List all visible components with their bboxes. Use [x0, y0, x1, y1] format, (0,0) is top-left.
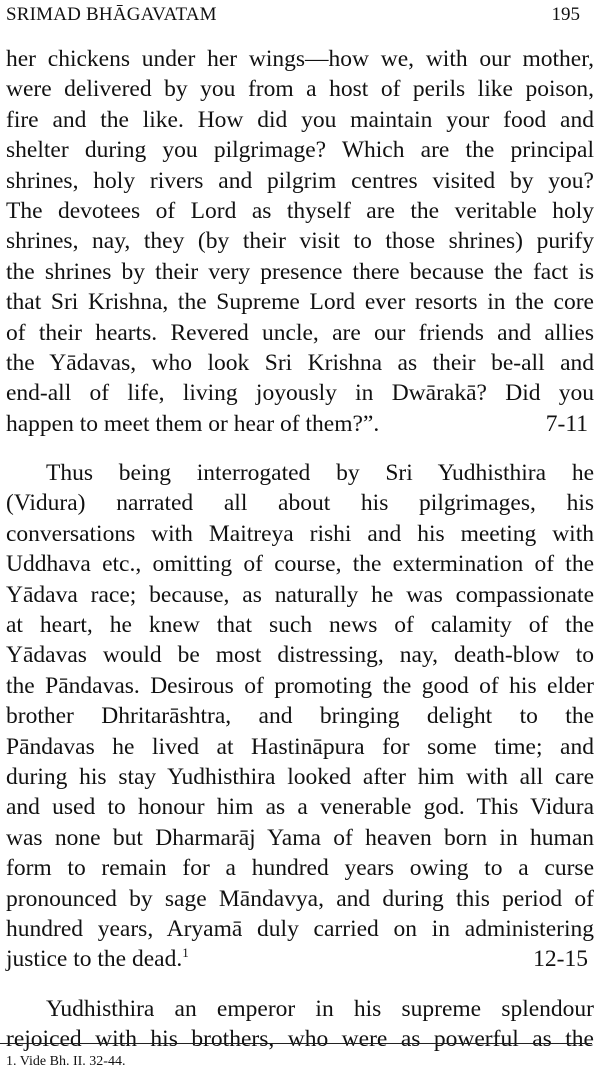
footnote-marker: 1	[182, 945, 189, 961]
footnote: 1. Vide Bh. II. 32-44.	[6, 1054, 126, 1069]
text-line: Pāndavas he lived at Hastināpura for some time; and	[6, 733, 594, 760]
text-line: rejoiced with his brothers, who were as powerful as the	[6, 1026, 594, 1053]
text-line: (Vidura) narrated all about his pilgrimages, his	[6, 490, 594, 517]
closing-line	[6, 944, 594, 974]
text-line: The devotees of Lord as thyself are the veritable holy	[6, 197, 594, 224]
paragraph-gap	[6, 439, 594, 458]
paragraph-gap	[6, 975, 594, 994]
text-line: of their hearts. Revered uncle, are our friends and allies	[6, 319, 594, 346]
text-line: brother Dhritarāshtra, and bringing delight to the	[6, 703, 594, 730]
text-line: happen to meet them or hear of them?”.	[6, 410, 380, 437]
text-line: Thus being interrogated by Sri Yudhisthira he	[46, 460, 594, 487]
running-title: SRIMAD BHĀGAVATAM	[6, 4, 217, 25]
text-line: form to remain for a hundred years owing to a curse	[6, 855, 594, 882]
text-line: Yādavas would be most distressing, nay, death-blow to	[6, 642, 594, 669]
text-line: end-all of life, living joyously in Dwārakā? Did you	[6, 380, 594, 407]
text-line: shrines, nay, they (by their visit to those shrines) purify	[6, 228, 594, 255]
text-line: Yādava race; because, as naturally he was compassionate	[6, 581, 594, 608]
text-line: shelter during you pilgrimage? Which are the principal	[6, 137, 594, 164]
text-line: Uddhava etc., omitting of course, the extermination of the	[6, 551, 594, 578]
paragraph-1	[6, 44, 594, 439]
running-head	[6, 2, 594, 28]
footnote-rule	[0, 1043, 592, 1044]
text-line: fire and the like. How did you maintain your food and	[6, 106, 594, 133]
text-line: shrines, holy rivers and pilgrim centres visited by you?	[6, 167, 594, 194]
text-line: was none but Dharmarāj Yama of heaven born in human	[6, 824, 594, 851]
verse-reference: 12-15	[533, 946, 588, 973]
paragraph-2	[6, 458, 594, 975]
text-line: were delivered by you from a host of perils like poison,	[6, 76, 594, 103]
text-line: conversations with Maitreya rishi and his meeting with	[6, 520, 594, 547]
text-line: pronounced by sage Māndavya, and during this period of	[6, 885, 594, 912]
text-line: Yudhisthira an emperor in his supreme splendour	[46, 995, 594, 1022]
closing-line	[6, 409, 594, 439]
text-line-content: justice to the dead.	[6, 946, 183, 973]
text-line: at heart, he knew that such news of calamity of the	[6, 612, 594, 639]
text-line: the Pāndavas. Desirous of promoting the good of his elder	[6, 672, 594, 699]
text-line: the Yādavas, who look Sri Krishna as their be-all and	[6, 349, 594, 376]
text-line: that Sri Krishna, the Supreme Lord ever resorts in the core	[6, 289, 594, 316]
text-line: hundred years, Aryamā duly carried on in administering	[6, 915, 594, 942]
paragraph-3	[6, 994, 594, 1055]
page-number: 195	[551, 4, 580, 25]
text-line: her chickens under her wings—how we, with our mother,	[6, 46, 594, 72]
text-line: the shrines by their very presence there because the fact is	[6, 258, 594, 285]
text-line	[6, 944, 189, 974]
verse-reference: 7-11	[545, 410, 588, 437]
text-line: and used to honour him as a venerable god. This Vidura	[6, 794, 594, 821]
body-text	[6, 44, 594, 1055]
text-line: during his stay Yudhisthira looked after him with all care	[6, 763, 594, 790]
